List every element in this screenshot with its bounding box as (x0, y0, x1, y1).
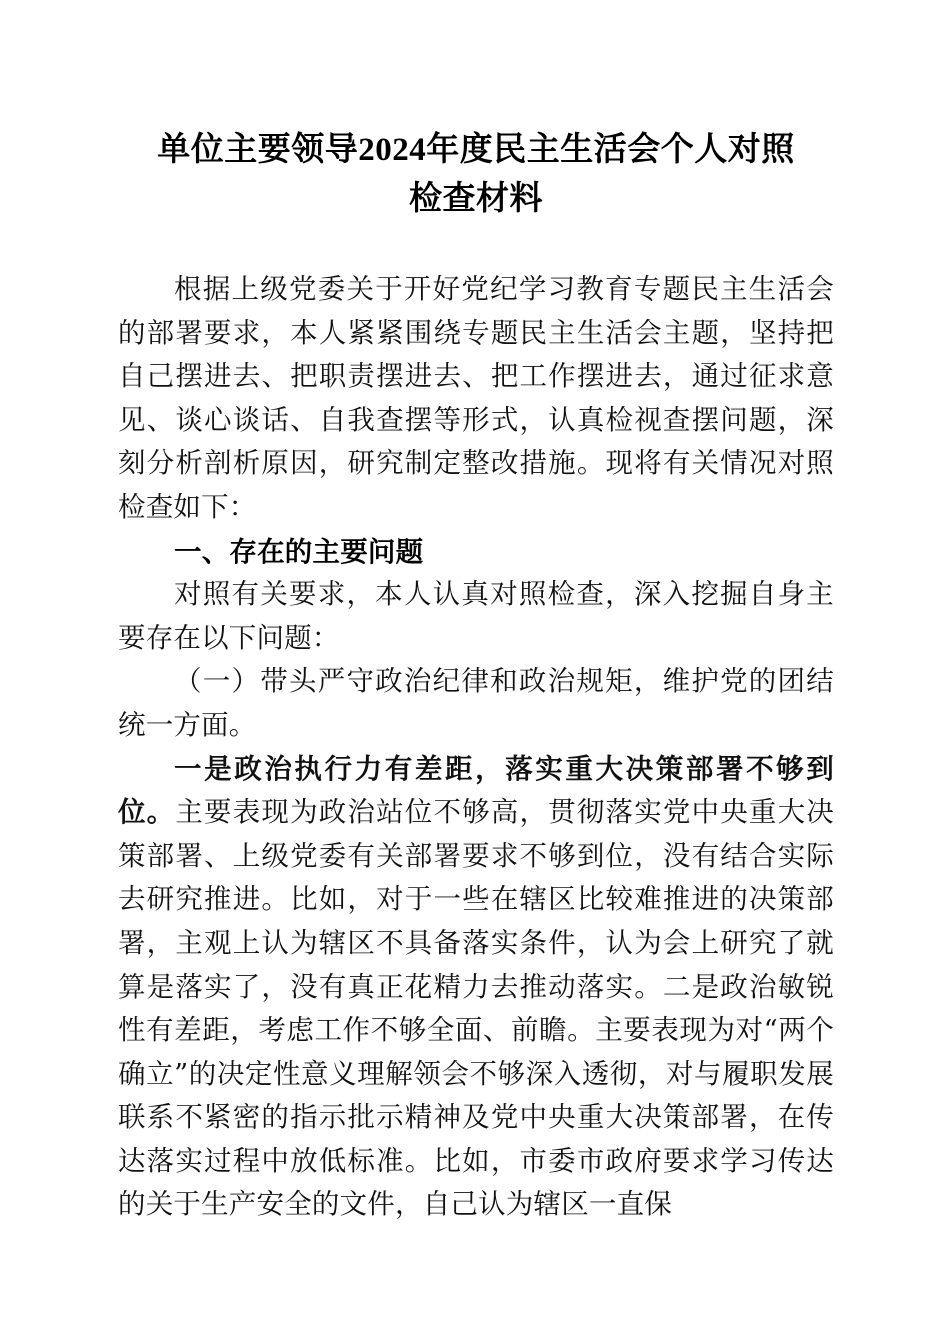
page-title (118, 0, 834, 224)
title-spacer (118, 224, 834, 268)
section-heading-1: 一、存在的主要问题 (174, 535, 424, 567)
subsection-1-regular-run: 主要表现为政治站位不够高，贯彻落实党中央重大决策部署、上级党委有关部署要求不够到位，没有结合实际去研究推进。比如，对于一些在辖区比较难推进的决策部署，主观上认为辖区不具备落实条件，认为会上研究了就算是落实了，没有真正花精力去推动落实。二是政治敏锐性有差距，考虑工作不够全面、前瞻。主要表现为对“两个确立”的决定性意义理解领会不够深入透彻，对与履职发展联系不紧密的指示批示精神及党中央重大决策部署，在传达落实过程中放低标准。比如，市委市政府要求学习传达的关于生产安全的文件，自己认为辖区一直保 (118, 796, 834, 1221)
document-text-column (118, 0, 834, 1227)
intro-paragraph: 根据上级党委关于开好党纪学习教育专题民主生活会的部署要求，本人紧紧围绕专题民主生活会主题，坚持把自己摆进去、把职责摆进去、把工作摆进去，通过征求意见、谈心谈话、自我查摆等形式，认真检视查摆问题，深刻分析剖析原因，研究制定整改措施。现将有关情况对照检查如下： (118, 273, 834, 523)
subsection-1-bold-run: 一是政治执行力有差距，落实重大决策部署不够到位。 (118, 752, 834, 829)
subsection-heading-1: （一）带头严守政治纪律和政治规矩，维护党的团结统一方面。 (118, 665, 834, 741)
page-title-line-1: 单位主要领导2024年度民主生活会个人对照 (157, 132, 795, 168)
section-1-lead-paragraph: 对照有关要求，本人认真对照检查，深入挖掘自身主要存在以下问题： (118, 578, 834, 654)
subsection-1-body-paragraph (118, 748, 834, 1228)
page-title-line-2: 检查材料 (409, 181, 543, 217)
